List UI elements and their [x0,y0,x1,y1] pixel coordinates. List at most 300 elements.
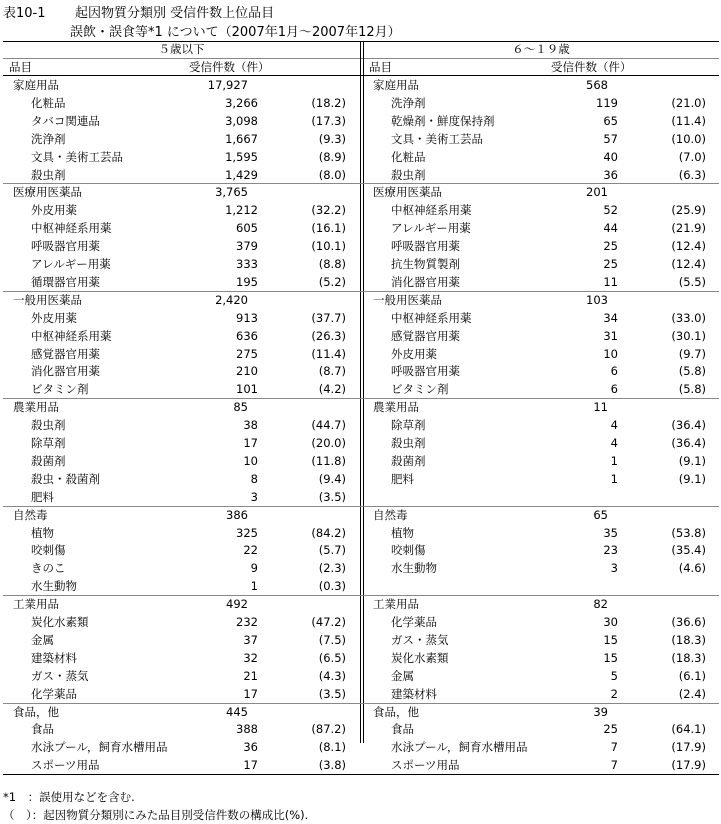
table-row [3,720,359,738]
table-row [3,524,359,542]
table-row [363,327,719,345]
item-percent: (9.4) [318,471,346,486]
table-row [363,559,719,577]
item-count: 35 [603,525,618,540]
item-count: 6 [610,382,618,397]
item-percent: (9.7) [678,346,706,361]
item-count: 333 [236,257,258,271]
category-name: 自然毒 [373,507,408,522]
table-row [363,613,719,631]
item-percent: (35.4) [671,543,706,558]
category-count: 386 [226,507,248,522]
item-percent: (16.1) [311,221,346,236]
item-count: 36 [603,167,618,182]
table-row [363,345,719,363]
item-name: 洗浄剤 [391,95,426,110]
table-row [363,685,719,703]
table-row [3,649,359,667]
item-count: 388 [236,722,258,737]
category-name: 農業用品 [373,400,419,415]
item-percent: (17.9) [671,740,706,755]
category-row [3,291,359,309]
item-percent: (8.1) [318,740,346,755]
item-count: 10 [603,346,618,361]
category-name: 自然毒 [13,507,48,522]
item-percent: (18.3) [671,632,706,647]
item-percent: (21.0) [671,95,706,110]
category-name: 医療用医薬品 [13,185,82,200]
category-count: 2,420 [215,292,248,307]
item-percent: (44.7) [311,418,346,433]
item-percent: (8.0) [318,167,346,182]
item-percent: (3.8) [318,758,346,773]
table-number: 表10-1 [3,6,46,21]
item-percent: (84.2) [311,525,346,540]
item-name: 外皮用薬 [31,310,77,325]
item-count: 25 [603,257,618,271]
item-percent: (20.0) [311,436,346,450]
table-row [3,345,359,363]
item-name: 感覚器官用薬 [391,328,460,343]
category-row [363,398,719,416]
item-count: 10 [243,453,258,468]
item-name: 炭化水素類 [31,615,89,629]
table-main-title: 起因物質分類別 受信件数上位品目 [75,6,275,21]
item-percent: (5.8) [678,382,706,397]
item-name: アレルギー用薬 [391,221,471,236]
category-name: 家庭用品 [13,78,59,92]
item-name: 殺虫剤 [391,436,426,450]
item-count: 3,266 [225,95,258,110]
table-row [3,685,359,703]
item-name: 咬刺傷 [391,543,426,558]
item-percent: (4.3) [318,668,346,683]
item-percent: (5.8) [678,364,706,379]
table-row [363,452,719,470]
table-row [363,309,719,327]
table-row [363,738,719,756]
item-name: スポーツ用品 [391,758,460,773]
table-row [3,577,359,595]
item-percent: (17.9) [671,758,706,773]
table-row [363,255,719,273]
item-name: 殺菌剤 [391,453,426,468]
item-count: 3,098 [225,113,258,128]
category-row [363,183,719,201]
item-percent: (4.2) [318,382,346,397]
item-percent: (6.3) [678,167,706,182]
item-name: 肥料 [31,489,54,504]
item-count: 17 [243,686,258,701]
category-name: 農業用品 [13,400,59,415]
item-name: 除草剤 [391,418,426,433]
table-row [3,488,359,506]
item-count: 31 [603,328,618,343]
table-row [363,720,719,738]
table-row [363,667,719,685]
table-row [363,434,719,452]
item-percent: (2.4) [678,686,706,701]
item-percent: (17.3) [311,113,346,128]
item-count: 7 [610,740,618,755]
item-percent: (18.3) [671,650,706,665]
footnote-2: （ ）：起因物質分類別にみた品目別受信件数の構成比(%). [3,808,309,822]
item-percent: (30.1) [671,328,706,343]
item-name: 水泳プール，飼育水槽用品 [31,740,168,755]
category-row [3,703,359,721]
item-count: 8 [250,471,258,486]
table-row [363,273,719,291]
item-name: タバコ関連品 [31,113,100,128]
item-name: 植物 [391,525,414,540]
item-name: 化学薬品 [31,686,77,701]
item-name: 循環器官用薬 [31,274,100,289]
category-row [363,595,719,613]
category-name: 工業用品 [13,597,59,612]
item-percent: (11.4) [671,113,706,128]
age-group-header-6to19: ６～１９歳 [512,42,570,56]
item-name: スポーツ用品 [31,758,100,773]
item-count: 15 [603,650,618,665]
item-count: 40 [603,149,618,164]
table-row [363,148,719,166]
table-row [363,130,719,148]
item-percent: (36.4) [671,418,706,433]
item-percent: (8.7) [318,364,346,379]
item-count: 1,212 [225,203,258,218]
item-name: 抗生物質製剤 [391,257,460,271]
item-count: 5 [610,668,618,683]
item-percent: (8.8) [318,257,346,271]
item-name: 殺虫・殺菌剤 [31,471,100,486]
item-percent: (2.3) [318,561,346,576]
item-name: 消化器官用薬 [31,364,100,379]
table-row [3,166,359,184]
table-bottom-rule [3,774,719,775]
item-percent: (18.2) [311,95,346,110]
item-name: 感覚器官用薬 [31,346,100,361]
category-name: 家庭用品 [373,78,419,92]
item-name: 咬刺傷 [31,543,66,558]
category-row [3,183,359,201]
table-row [363,201,719,219]
table-row [363,649,719,667]
category-name: 医療用医薬品 [373,185,442,200]
item-percent: (36.4) [671,436,706,450]
table-row [363,470,719,488]
item-percent: (11.8) [311,453,346,468]
table-title [3,2,274,21]
item-count: 1,667 [225,131,258,146]
table-row [3,416,359,434]
item-count: 32 [243,650,258,665]
item-percent: (3.5) [318,489,346,504]
category-count: 445 [226,704,248,719]
table-row [363,166,719,184]
item-count: 30 [603,615,618,629]
category-name: 工業用品 [373,597,419,612]
item-percent: (26.3) [311,328,346,343]
item-count: 25 [603,722,618,737]
item-name: 殺虫剤 [31,167,66,182]
item-percent: (9.3) [318,131,346,146]
item-name: 外皮用薬 [31,203,77,218]
category-count: 492 [226,597,248,612]
category-name: 一般用医薬品 [373,292,442,307]
item-name: ビタミン剤 [391,382,449,397]
item-count: 119 [596,95,618,110]
col-header-count-left: 受信件数（件） [189,60,270,74]
item-name: 呼吸器官用薬 [31,239,100,254]
item-count: 605 [236,221,258,236]
col-header-count-right: 受信件数（件） [551,60,632,74]
item-percent: (3.5) [318,686,346,701]
table-row [3,434,359,452]
table-row [3,219,359,237]
item-count: 913 [236,310,258,325]
center-divider [360,41,361,743]
item-percent: (10.1) [311,239,346,254]
item-percent: (47.2) [311,615,346,629]
item-name: 消化器官用薬 [391,274,460,289]
item-name: 食品 [391,722,414,737]
item-count: 379 [236,239,258,254]
item-name: 肥料 [391,471,414,486]
item-count: 1 [610,453,618,468]
item-count: 17 [243,758,258,773]
table-row [3,112,359,130]
item-percent: (87.2) [311,722,346,737]
item-percent: (12.4) [671,257,706,271]
item-percent: (5.7) [318,543,346,558]
table-subtitle: 誤飲・誤食等*1 について（2007年1月～2007年12月） [70,25,401,40]
item-percent: (7.0) [678,149,706,164]
table-row [363,362,719,380]
item-count: 3 [610,561,618,576]
item-name: 建築材料 [391,686,437,701]
category-count: 85 [233,400,248,415]
item-count: 36 [243,740,258,755]
category-count: 3,765 [215,185,248,200]
table-row [363,631,719,649]
item-count: 65 [603,113,618,128]
category-name: 一般用医薬品 [13,292,82,307]
item-count: 1,595 [225,149,258,164]
table-row [363,219,719,237]
item-percent: (32.2) [311,203,346,218]
item-percent: (6.5) [318,650,346,665]
item-count: 44 [603,221,618,236]
col-header-item-right: 品目 [369,60,392,74]
table-row [3,452,359,470]
item-name: 金属 [391,668,414,683]
table-row [3,94,359,112]
item-name: 炭化水素類 [391,650,449,665]
category-count: 201 [586,185,608,200]
item-count: 21 [243,668,258,683]
item-count: 275 [236,346,258,361]
table-row [363,380,719,398]
category-name: 食品，他 [373,704,419,719]
item-count: 4 [610,436,618,450]
table-row [363,416,719,434]
item-percent: (9.1) [678,453,706,468]
item-count: 1,429 [225,167,258,182]
category-count: 65 [593,507,608,522]
item-count: 325 [236,525,258,540]
table-row [363,112,719,130]
item-name: ガス・蒸気 [391,632,449,647]
table-row [3,738,359,756]
item-percent: (7.5) [318,632,346,647]
item-count: 15 [603,632,618,647]
table-row [3,130,359,148]
item-count: 3 [250,489,258,504]
category-row [3,595,359,613]
item-name: 文具・美術工芸品 [31,149,123,164]
item-percent: (36.6) [671,615,706,629]
category-row [363,291,719,309]
item-count: 38 [243,418,258,433]
item-count: 6 [610,364,618,379]
item-percent: (53.8) [671,525,706,540]
item-percent: (10.0) [671,131,706,146]
item-percent: (37.7) [311,310,346,325]
item-name: 文具・美術工芸品 [391,131,483,146]
item-count: 23 [603,543,618,558]
category-name: 食品，他 [13,704,59,719]
item-percent: (64.1) [671,722,706,737]
table-row [3,541,359,559]
item-percent: (12.4) [671,239,706,254]
table-row [3,362,359,380]
item-name: 乾燥剤・鮮度保持剤 [391,113,495,128]
item-name: 建築材料 [31,650,77,665]
item-count: 195 [236,274,258,289]
category-row [363,703,719,721]
item-count: 34 [603,310,618,325]
category-count: 82 [593,597,608,612]
col-header-item-left: 品目 [9,60,32,74]
item-name: ビタミン剤 [31,382,89,397]
table-row [3,148,359,166]
item-count: 232 [236,615,258,629]
item-count: 2 [610,686,618,701]
item-percent: (11.4) [311,346,346,361]
category-row [3,506,359,524]
footnotes [3,788,308,824]
table-row [3,631,359,649]
category-count: 39 [593,704,608,719]
table-row [3,237,359,255]
item-percent: (9.1) [678,471,706,486]
item-percent: (4.6) [678,561,706,576]
item-count: 4 [610,418,618,433]
item-count: 11 [603,274,618,289]
item-name: 殺虫剤 [31,418,66,433]
item-count: 9 [250,561,258,576]
item-percent: (0.3) [318,579,346,594]
category-count: 568 [586,78,608,92]
item-name: 化粧品 [391,149,426,164]
table-row [3,273,359,291]
item-name: 洗浄剤 [31,131,66,146]
item-name: 除草剤 [31,436,66,450]
table-row [363,524,719,542]
item-name: 金属 [31,632,54,647]
category-count: 11 [593,400,608,415]
item-name: 中枢神経系用薬 [31,221,112,236]
item-percent: (21.9) [671,221,706,236]
item-name: 呼吸器官用薬 [391,364,460,379]
item-name: 水生動物 [31,579,77,594]
footnote-1: *1 ：誤使用などを含む. [3,790,135,804]
item-name: 外皮用薬 [391,346,437,361]
table-row [3,559,359,577]
table-row [363,237,719,255]
category-row [3,398,359,416]
item-name: 中枢神経系用薬 [391,310,472,325]
item-count: 101 [236,382,258,397]
table-row [3,327,359,345]
item-count: 17 [243,436,258,450]
item-name: 殺菌剤 [31,453,66,468]
item-percent: (5.5) [678,274,706,289]
table-row [3,255,359,273]
item-name: 植物 [31,525,54,540]
item-name: 水生動物 [391,561,437,576]
table-row [3,756,359,774]
item-count: 636 [236,328,258,343]
table-row [363,94,719,112]
item-count: 25 [603,239,618,254]
item-count: 37 [243,632,258,647]
item-count: 210 [236,364,258,379]
item-count: 1 [250,579,258,594]
item-count: 22 [243,543,258,558]
item-name: アレルギー用薬 [31,257,111,271]
item-name: きのこ [31,561,66,576]
age-group-header-under5: ５歳以下 [158,42,205,56]
item-name: 殺虫剤 [391,167,426,182]
category-row [363,76,719,94]
item-name: ガス・蒸気 [31,668,89,683]
item-count: 57 [603,131,618,146]
item-count: 1 [610,471,618,486]
table-row [3,201,359,219]
item-percent: (5.2) [318,274,346,289]
item-count: 52 [603,203,618,218]
category-count: 17,927 [207,78,248,92]
table-row [363,541,719,559]
item-name: 化粧品 [31,95,66,110]
table-row [363,756,719,774]
item-name: 中枢神経系用薬 [391,203,472,218]
item-name: 化学薬品 [391,615,437,629]
item-name: 中枢神経系用薬 [31,328,112,343]
category-count: 103 [586,292,608,307]
table-row [3,470,359,488]
table-row [3,613,359,631]
item-name: 水泳プール，飼育水槽用品 [391,740,528,755]
category-row [363,506,719,524]
item-name: 食品 [31,722,54,737]
table-row [3,667,359,685]
item-percent: (8.9) [318,149,346,164]
table-row [3,380,359,398]
item-count: 7 [610,758,618,773]
item-name: 呼吸器官用薬 [391,239,460,254]
